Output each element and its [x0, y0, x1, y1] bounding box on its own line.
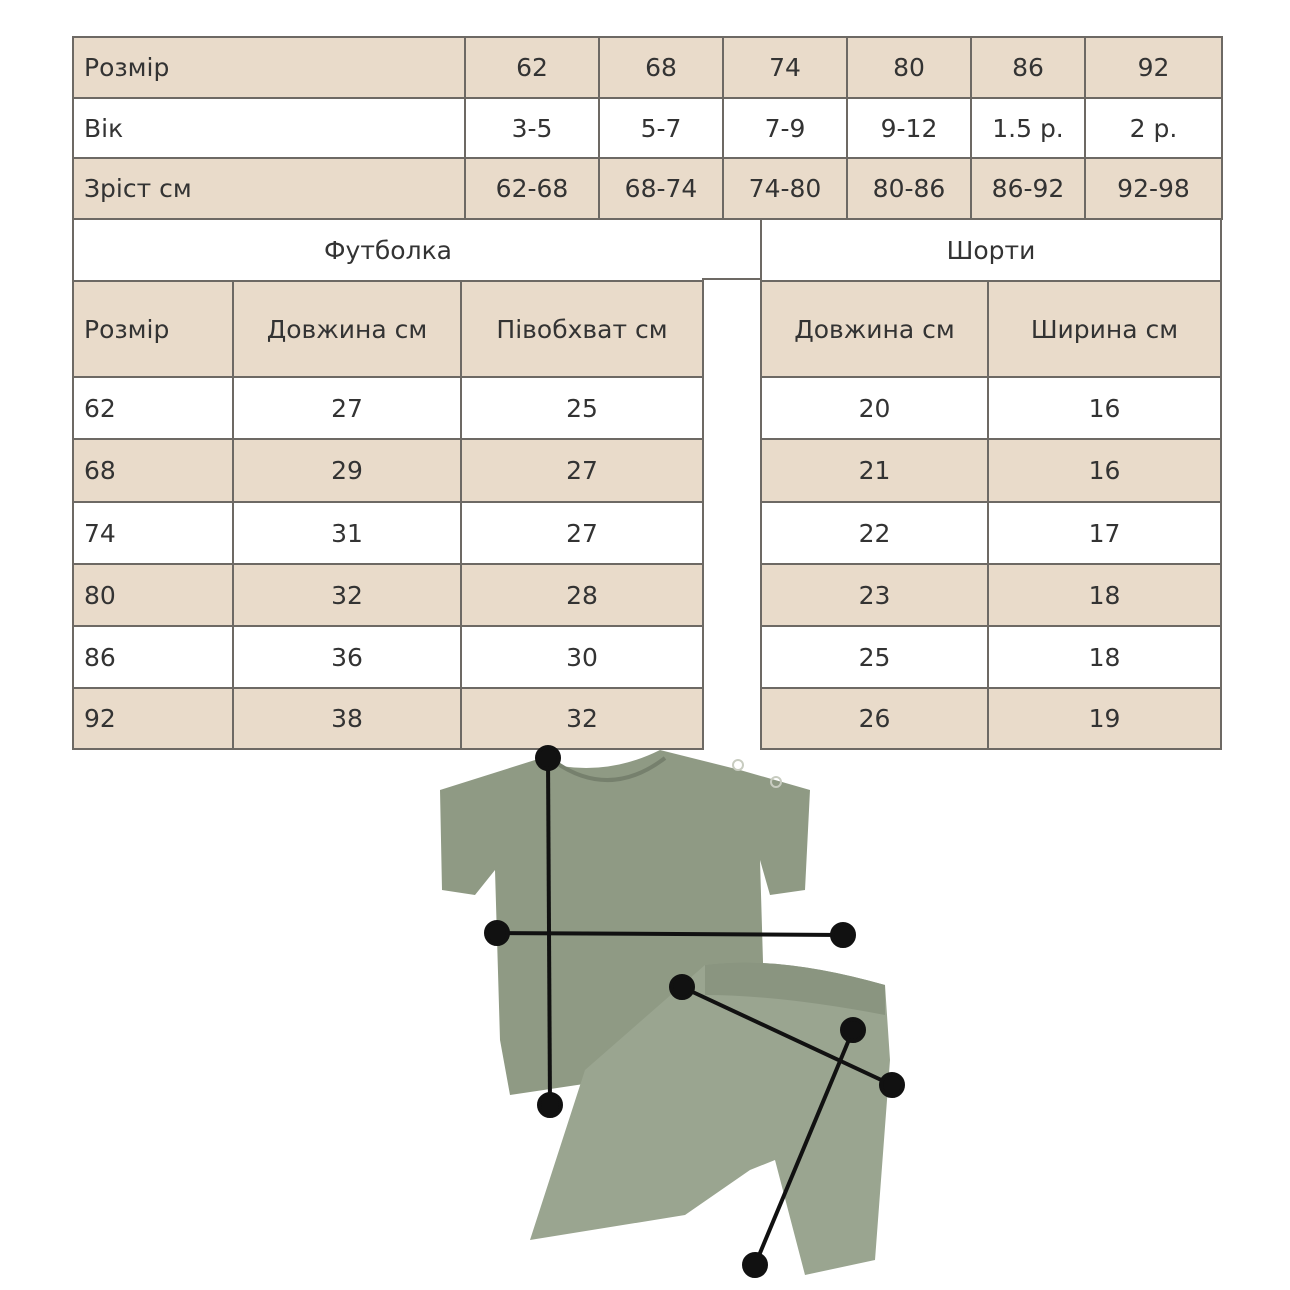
- cell: 25: [461, 377, 703, 439]
- column-header: Розмір: [73, 281, 233, 377]
- cell: 68: [599, 37, 723, 98]
- row-label: Вік: [73, 98, 465, 158]
- size-row: [73, 37, 1222, 98]
- cell: 80: [847, 37, 971, 98]
- cell: 27: [461, 502, 703, 564]
- table-row: [73, 377, 703, 439]
- column-header: Довжина см: [233, 281, 461, 377]
- cell: 16: [988, 377, 1221, 439]
- cell: 62: [73, 377, 233, 439]
- table-row: [761, 439, 1221, 502]
- cell: 19: [988, 688, 1221, 749]
- cell: 25: [761, 626, 988, 688]
- cell: 32: [233, 564, 461, 626]
- cell: 9-12: [847, 98, 971, 158]
- shorts-size-table: [760, 218, 1222, 750]
- table-gap: [702, 218, 760, 280]
- column-header: Півобхват см: [461, 281, 703, 377]
- cell: 86-92: [971, 158, 1085, 219]
- cell: 32: [461, 688, 703, 749]
- cell: 36: [233, 626, 461, 688]
- cell: 68-74: [599, 158, 723, 219]
- cell: 74: [723, 37, 847, 98]
- row-label: Зріст см: [73, 158, 465, 219]
- tshirt-header-row: [73, 281, 703, 377]
- cell: 18: [988, 626, 1221, 688]
- cell: 28: [461, 564, 703, 626]
- cell: 62: [465, 37, 599, 98]
- cell: 22: [761, 502, 988, 564]
- cell: 17: [988, 502, 1221, 564]
- cell: 7-9: [723, 98, 847, 158]
- cell: 18: [988, 564, 1221, 626]
- table-row: [761, 564, 1221, 626]
- table-row: [761, 502, 1221, 564]
- table-row: [73, 626, 703, 688]
- cell: 80: [73, 564, 233, 626]
- cell: 1.5 р.: [971, 98, 1085, 158]
- cell: 2 р.: [1085, 98, 1222, 158]
- cell: 27: [461, 439, 703, 502]
- cell: 21: [761, 439, 988, 502]
- cell: 23: [761, 564, 988, 626]
- cell: 86: [971, 37, 1085, 98]
- age-row: [73, 98, 1222, 158]
- table-row: [73, 439, 703, 502]
- table-row: [73, 502, 703, 564]
- cell: 20: [761, 377, 988, 439]
- column-header: Ширина см: [988, 281, 1221, 377]
- row-label: Розмір: [73, 37, 465, 98]
- shorts-title: Шорти: [761, 219, 1221, 281]
- cell: 5-7: [599, 98, 723, 158]
- cell: 74-80: [723, 158, 847, 219]
- cell: 30: [461, 626, 703, 688]
- tshirt-title: Футболка: [73, 219, 703, 281]
- table-row: [761, 377, 1221, 439]
- table-row: [761, 626, 1221, 688]
- cell: 92: [1085, 37, 1222, 98]
- cell: 80-86: [847, 158, 971, 219]
- height-row: [73, 158, 1222, 219]
- cell: 27: [233, 377, 461, 439]
- cell: 62-68: [465, 158, 599, 219]
- size-age-table: [72, 36, 1223, 220]
- cell: 31: [233, 502, 461, 564]
- shorts-header-row: [761, 281, 1221, 377]
- cell: 26: [761, 688, 988, 749]
- cell: 92-98: [1085, 158, 1222, 219]
- cell: 16: [988, 439, 1221, 502]
- cell: 86: [73, 626, 233, 688]
- garment-measurement-illustration: [420, 740, 940, 1280]
- cell: 68: [73, 439, 233, 502]
- cell: 3-5: [465, 98, 599, 158]
- cell: 74: [73, 502, 233, 564]
- column-header: Довжина см: [761, 281, 988, 377]
- cell: 92: [73, 688, 233, 749]
- tshirt-size-table: [72, 218, 704, 750]
- table-row: [73, 564, 703, 626]
- cell: 38: [233, 688, 461, 749]
- cell: 29: [233, 439, 461, 502]
